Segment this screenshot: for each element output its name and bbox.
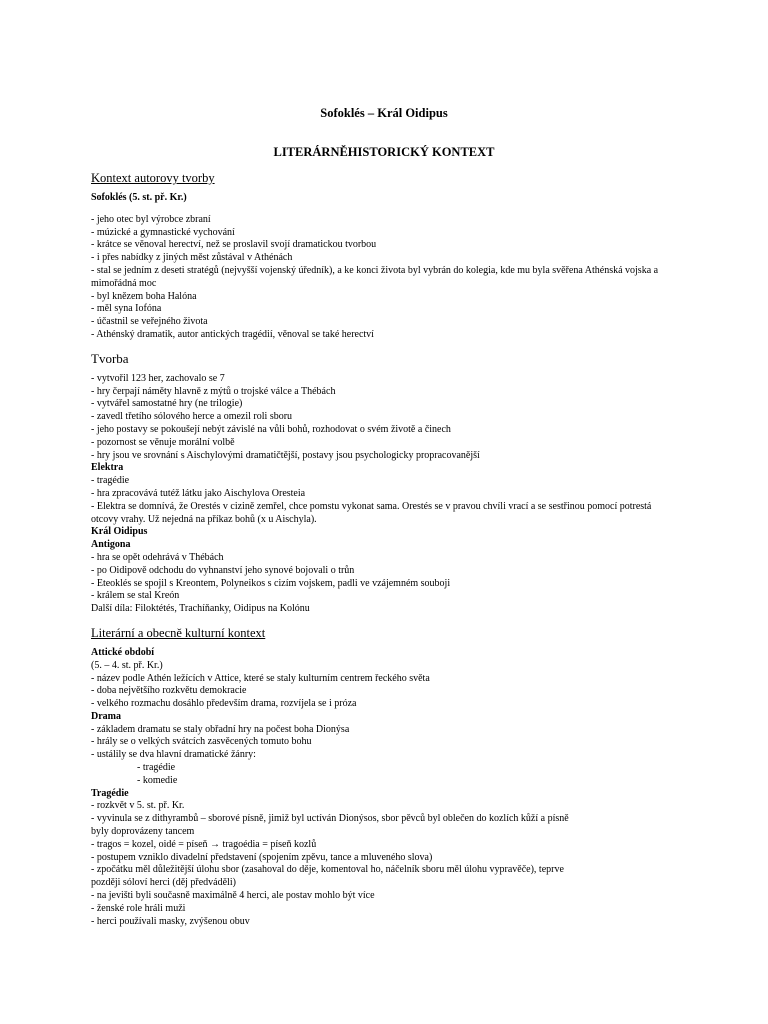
list-item: - hra zpracovává tutéž látku jako Aischylova Oresteia: [91, 487, 306, 499]
list-item: - vytvářel samostatné hry (ne trilogie): [91, 398, 243, 410]
list-item: - zavedl třetího sólového herce a omezil roli sboru: [91, 411, 293, 423]
list-item: - název podle Athén ležících v Attice, které se staly kulturním centrem řeckého světa: [91, 672, 430, 684]
elektra-heading: Elektra: [91, 462, 124, 474]
antigona-list: [91, 552, 681, 603]
list-item: - velkého rozmachu dosáhlo především drama, rozvíjela se i próza: [91, 698, 357, 710]
list-item: - herci používali masky, zvýšenou obuv: [91, 915, 250, 927]
list-item: - komedie: [137, 774, 178, 786]
section-heading-context: Kontext autorovy tvorby: [91, 171, 215, 185]
list-item: - vytvořil 123 her, zachovalo se 7: [91, 372, 225, 384]
list-item: - Athénský dramatik, autor antických tragédií, věnoval se také herectví: [91, 328, 374, 340]
attic-list: [91, 660, 681, 711]
list-item: - účastnil se veřejného života: [91, 316, 208, 328]
list-item: - králem se stal Kreón: [91, 590, 180, 602]
list-item: - měl syna Iofóna: [91, 303, 162, 315]
document-title: Sofoklés – Král Oidipus: [320, 106, 448, 120]
list-item: - byl knězem boha Halóna: [91, 290, 197, 302]
list-item: - stal se jedním z deseti stratégů (nejvyšší vojenský úředník), a ke konci života byl vybrán do kolegia, kde mu byla svěřena Athénská vojska a mimořádná moc: [91, 264, 659, 289]
section-heading-cultural-context: Literární a obecně kulturní kontext: [91, 625, 266, 640]
list-item: - pozornost se věnuje morální volbě: [91, 436, 235, 448]
elektra-list: [91, 475, 681, 526]
document-subtitle: LITERÁRNĚHISTORICKÝ KONTEXT: [273, 145, 495, 159]
antigona-heading: Antigona: [91, 539, 131, 551]
tragedy-heading: Tragédie: [91, 787, 129, 799]
list-item: - krátce se věnoval herectví, než se proslavil svojí dramatickou tvorbou: [91, 239, 377, 251]
list-item: - zpočátku měl důležitější úlohu sbor (zasahoval do děje, komentoval ho, náčelník sboru měl úlohu vypravěče), teprve později sóloví herci (děj předváděli): [91, 864, 564, 889]
tragedy-list: [91, 800, 571, 928]
works-list: [91, 373, 681, 463]
list-item: - základem dramatu se staly obřadní hry na počest boha Dionýsa: [91, 723, 350, 735]
list-item: - tragédie: [91, 475, 130, 487]
list-item: (5. – 4. st. př. Kr.): [91, 659, 163, 671]
list-item: - tragédie: [137, 762, 176, 774]
list-item: - vyvinula se z dithyrambů – sborové písně, jimiž byl uctíván Dionýsos, sbor pěvců byl oblečen do kozlích kůží a písně byly doprovázeny tancem: [91, 813, 569, 838]
list-item: - ženské role hráli muži: [91, 902, 186, 914]
list-item: - hry jsou ve srovnání s Aischylovými dramatičtější, postavy jsou psychologicky propracovanější: [91, 449, 480, 461]
list-item: - múzické a gymnastické vychování: [91, 226, 235, 238]
section-heading-works: Tvorba: [91, 350, 129, 366]
other-works: Další díla: Filoktétés, Trachíňanky, Oidipus na Kolónu: [91, 603, 310, 615]
list-item: - po Oidipově odchodu do vyhnanství jeho synové bojovali o trůn: [91, 564, 355, 576]
list-item: - ustálily se dva hlavní dramatické žánry:: [91, 749, 256, 761]
drama-list: [91, 724, 681, 788]
list-item: - jeho otec byl výrobce zbraní: [91, 213, 211, 225]
list-item: - Elektra se domnívá, že Orestés v cizině zemřel, chce pomstu vykonat sama. Orestés se v pravou chvíli vrací a se sestřinou pomocí potrestá otcovy vrahy. Už nejedná na příkaz bohů (x u Aischyla).: [91, 500, 652, 525]
list-item: - i přes nabídky z jiných měst zůstával v Athénách: [91, 252, 293, 264]
list-item: - rozkvět v 5. st. př. Kr.: [91, 800, 185, 812]
drama-heading: Drama: [91, 710, 121, 722]
list-item: - doba největšího rozkvětu demokracie: [91, 685, 247, 697]
list-item: - tragos = kozel, oidé = píseň → tragoédia = píseň kozlů: [91, 838, 317, 850]
document-body: [91, 170, 681, 928]
author-heading: Sofoklés (5. st. př. Kr.): [91, 192, 187, 203]
list-item: - hry čerpají náměty hlavně z mýtů o trojské válce a Thébách: [91, 385, 336, 397]
list-item: - Eteoklés se spojil s Kreontem, Polyneikos s cizím vojskem, padli ve vzájemném souboji: [91, 577, 451, 589]
list-item: - na jevišti byli současně maximálně 4 herci, ale postav mohlo být více: [91, 890, 375, 902]
list-item: - postupem vzniklo divadelní představení (spojením zpěvu, tance a mluveného slova): [91, 851, 433, 863]
list-item: - hra se opět odehrává v Thébách: [91, 551, 224, 563]
kral-oidipus-heading: Král Oidipus: [91, 526, 148, 538]
attic-period-heading: Attické období: [91, 646, 155, 658]
list-item: - hrály se o velkých svátcích zasvěcených tomuto bohu: [91, 736, 312, 748]
list-item: - jeho postavy se pokoušejí nebýt závislé na vůli bohů, rozhodovat o svém životě a činech: [91, 423, 451, 435]
author-list: [91, 214, 681, 342]
